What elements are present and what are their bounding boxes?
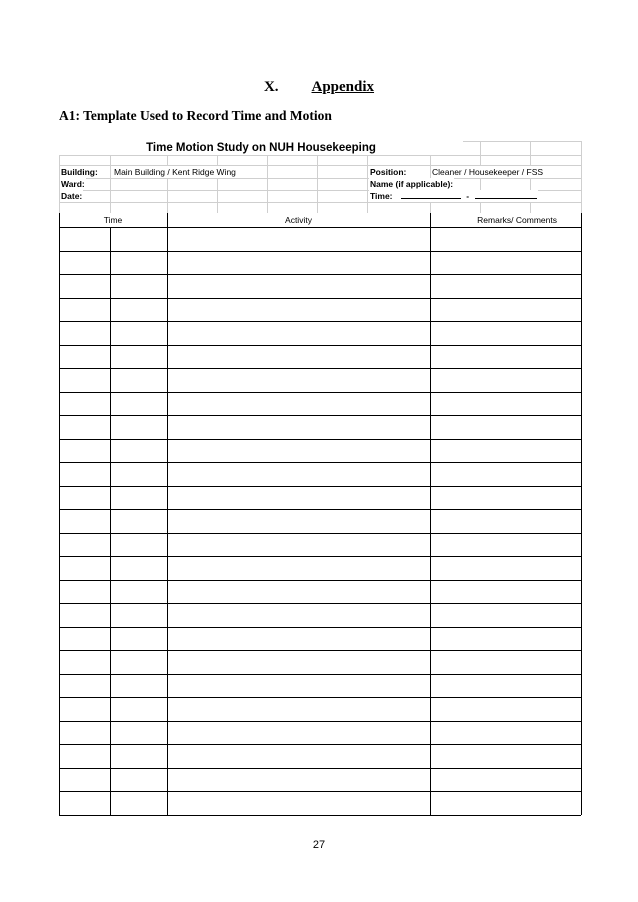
table-row	[59, 697, 581, 721]
table-row-line	[59, 815, 581, 816]
record-table	[59, 213, 581, 814]
table-column-line	[581, 213, 582, 815]
appendix-subheading: A1: Template Used to Record Time and Motion	[59, 108, 332, 123]
section-heading	[0, 79, 638, 96]
page-number: 27	[312, 839, 326, 851]
gridline	[59, 202, 581, 203]
column-header-time: Time	[103, 215, 123, 225]
table-row	[59, 274, 581, 298]
table-row	[59, 744, 581, 768]
table-row	[59, 392, 581, 416]
gridline	[59, 155, 581, 156]
time-start-blank	[401, 190, 461, 199]
gridline	[59, 178, 581, 179]
table-row	[59, 251, 581, 275]
time-label: Time:	[370, 191, 393, 201]
time-separator: -	[466, 191, 470, 201]
table-row	[59, 533, 581, 557]
table-row	[59, 462, 581, 486]
column-header-remarks-text: Remarks/ Comments	[477, 215, 557, 225]
time-end-blank	[475, 190, 537, 199]
table-row	[59, 415, 581, 439]
ward-label: Ward:	[61, 179, 85, 189]
section-number: X.	[263, 79, 279, 95]
table-row	[59, 321, 581, 345]
form-title	[59, 141, 463, 155]
table-row	[59, 368, 581, 392]
table-row	[59, 509, 581, 533]
table-row	[59, 439, 581, 463]
time-field	[369, 190, 538, 202]
name-label: Name (if applicable):	[370, 179, 454, 189]
building-label: Building:	[61, 167, 98, 177]
building-value: Main Building / Kent Ridge Wing	[114, 167, 236, 177]
table-row	[59, 556, 581, 580]
table-row	[59, 298, 581, 322]
table-row	[59, 580, 581, 604]
form-title-text: Time Motion Study on NUH Housekeeping	[146, 142, 376, 154]
table-row	[59, 650, 581, 674]
table-row	[59, 721, 581, 745]
table-row	[59, 768, 581, 792]
table-row	[59, 486, 581, 510]
date-label: Date:	[61, 191, 83, 201]
column-header-activity: Activity	[285, 215, 312, 225]
table-row	[59, 674, 581, 698]
table-row	[59, 227, 581, 251]
table-row	[59, 791, 581, 815]
position-label: Position:	[370, 167, 407, 177]
column-header-remarks	[430, 213, 581, 227]
table-row	[59, 603, 581, 627]
gridline	[581, 141, 582, 213]
position-value: Cleaner / Housekeeper / FSS	[432, 167, 544, 177]
table-row	[59, 627, 581, 651]
table-row	[59, 345, 581, 369]
section-title: Appendix	[311, 79, 375, 95]
